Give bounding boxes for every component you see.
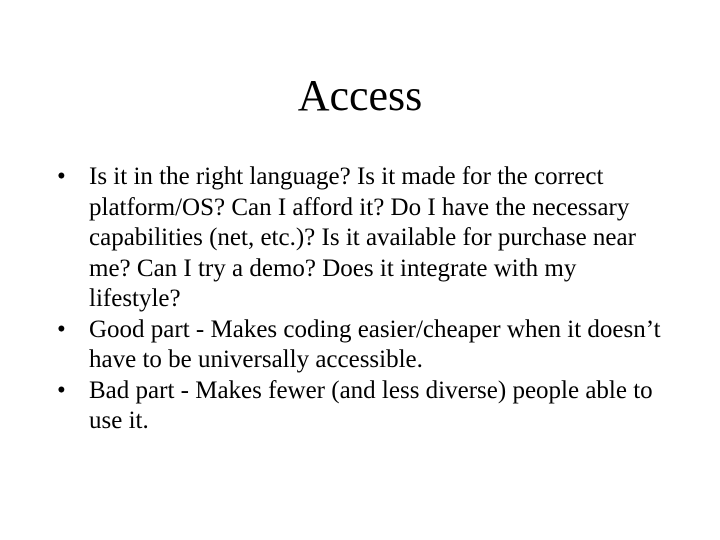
bullet-icon: • [57, 315, 66, 343]
slide-title: Access [297, 71, 423, 120]
bullet-item-bad-part [57, 376, 667, 437]
bullet-item-good-part [57, 315, 667, 376]
bullet-icon: • [57, 376, 66, 404]
bullet-list [57, 162, 667, 437]
bullet-text: Is it in the right language? Is it made for the correct platform/OS? Can I afford it? Do I have the necessary capabilities (net, etc.)? Is it available for purchase near me? Can I try a demo? Does it integrate with my lifestyle? [89, 163, 636, 312]
bullet-item-access-questions [57, 162, 667, 315]
bullet-text: Bad part - Makes fewer (and less diverse) people able to use it. [89, 376, 653, 434]
bullet-text: Good part - Makes coding easier/cheaper when it doesn’t have to be universally accessible. [89, 315, 661, 373]
bullet-icon: • [57, 163, 66, 190]
